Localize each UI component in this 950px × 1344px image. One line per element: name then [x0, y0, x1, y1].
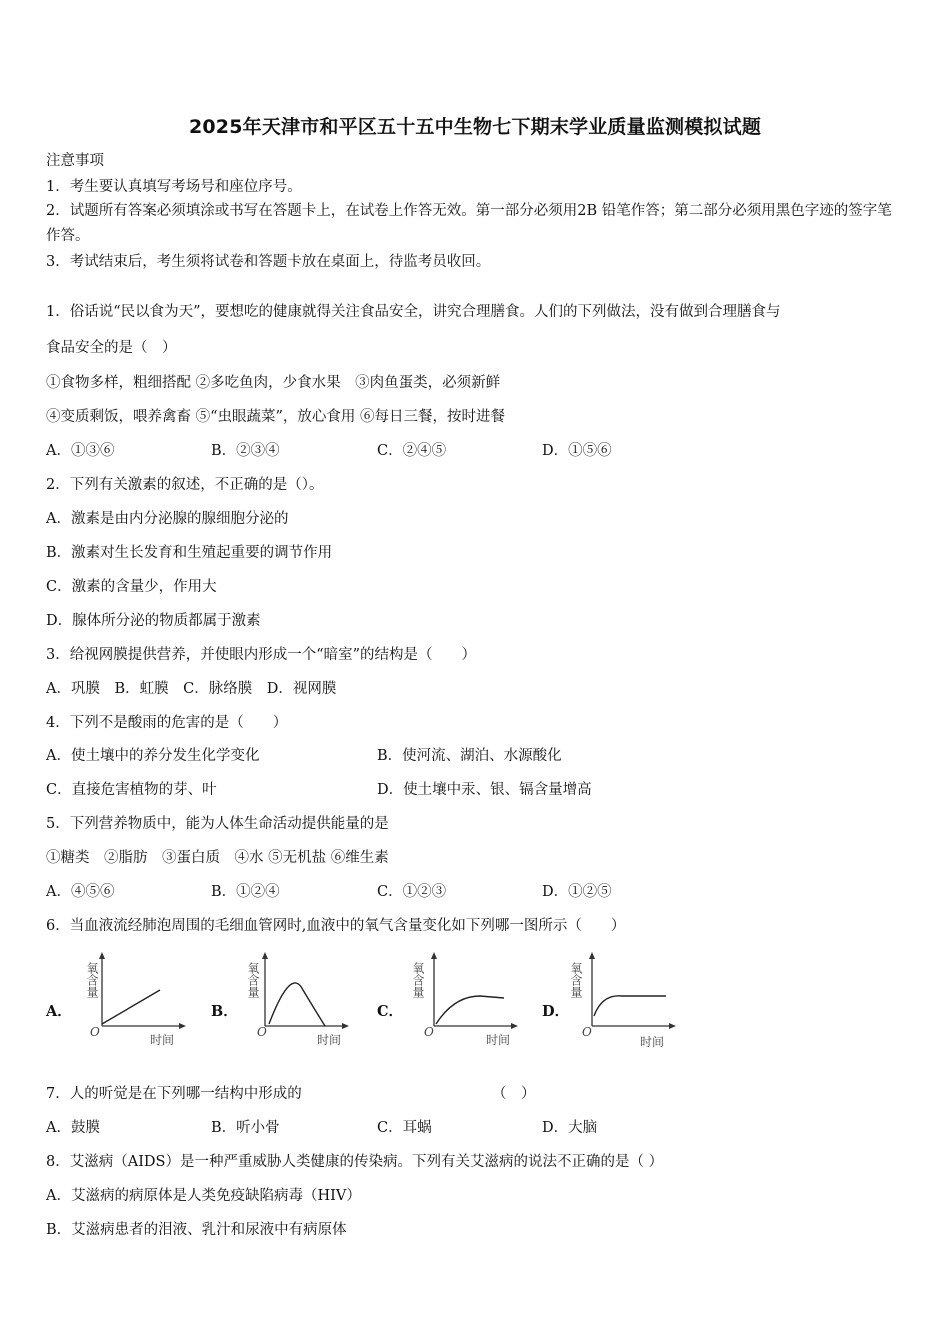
q6-stem: 6．当血液流经肺泡周围的毛细血管网时,血液中的氧气含量变化如下列哪一图所示（ ）: [46, 918, 626, 934]
q1-option-c: C．②④⑤: [377, 443, 447, 459]
q7-option-a: A．鼓膜: [46, 1120, 100, 1136]
page-title: 2025年天津市和平区五十五中生物七下期末学业质量监测模拟试题: [188, 116, 762, 138]
q1-option-d: D．①⑤⑥: [542, 443, 612, 459]
q8-stem: 8．艾滋病（AIDS）是一种严重威胁人类健康的传染病。下列有关艾滋病的说法不正确的是（ ）: [46, 1154, 664, 1170]
q7-stem: 7．人的听觉是在下列哪一结构中形成的: [46, 1086, 302, 1102]
q7-answer-paren: （ ）: [492, 1086, 536, 1102]
q6-graph-d: [569, 950, 682, 1050]
q4-option-c: C．直接危害植物的芽、叶: [46, 782, 217, 798]
x-axis-label: 时间: [317, 1033, 342, 1047]
q2-option-c: C．激素的含量少，作用大: [46, 579, 217, 595]
q4-option-d: D．使土壤中汞、银、镉含量增高: [377, 782, 592, 798]
q6-graph-c: [411, 950, 524, 1050]
origin-label: O: [257, 1025, 267, 1039]
q5-option-d: D．①②⑤: [542, 884, 612, 900]
y-axis-arrow-icon: [589, 952, 595, 959]
y-axis-label: 氧含量: [411, 962, 425, 998]
curve: [436, 996, 504, 1024]
q2-option-b: B．激素对生长发育和生殖起重要的调节作用: [46, 545, 333, 561]
q5-option-c: C．①②③: [377, 884, 447, 900]
y-axis-arrow-icon: [99, 952, 105, 959]
q5-stem: 5．下列营养物质中，能为人体生命活动提供能量的是: [46, 816, 389, 832]
q5-option-b: B．①②④: [211, 884, 280, 900]
q6-option-a-label: A．: [46, 1003, 72, 1020]
x-axis-arrow-icon: [669, 1023, 676, 1029]
q6-option-d-label: D．: [542, 1003, 570, 1020]
y-axis-label: 氧含量: [569, 962, 583, 998]
q1-stem: 1．俗话说“民以食为天”，要想吃的健康就得关注食品安全，讲究合理膳食。人们的下列做法，没有做到合理膳食与: [46, 304, 781, 320]
q6-option-b-label: B．: [211, 1003, 238, 1020]
q8-option-a: A．艾滋病的病原体是人类免疫缺陷病毒（HIV）: [46, 1188, 361, 1204]
q7-option-d: D．大脑: [542, 1120, 598, 1136]
q6-graph-a: [82, 950, 192, 1050]
q8-option-b: B．艾滋病患者的泪液、乳汁和尿液中有病原体: [46, 1222, 347, 1238]
origin-label: O: [582, 1025, 592, 1039]
x-axis-arrow-icon: [342, 1023, 349, 1029]
notice-item: 2．试题所有答案必须填涂或书写在答题卡上，在试卷上作答无效。第一部分必须用2B 铅笔作答；第二部分必须用黑色字迹的签字笔作答。: [46, 203, 892, 244]
q3-options: A．巩膜 B．虹膜 C．脉络膜 D．视网膜: [46, 681, 337, 697]
q4-option-b: B．使河流、湖泊、水源酸化: [377, 748, 562, 764]
y-axis-arrow-icon: [431, 952, 437, 959]
curve: [269, 983, 325, 1026]
curve: [102, 990, 160, 1024]
x-axis-arrow-icon: [511, 1023, 518, 1029]
q7-option-c: C．耳蜗: [377, 1120, 432, 1136]
q1-item-line: ④变质剩饭，喂养禽畜 ⑤“虫眼蔬菜”，放心食用 ⑥每日三餐，按时进餐: [46, 409, 506, 425]
x-axis-label: 时间: [150, 1033, 175, 1047]
x-axis-label: 时间: [486, 1033, 511, 1047]
q1-option-b: B．②③④: [211, 443, 280, 459]
origin-label: O: [90, 1025, 100, 1039]
q1-option-a: A．①③⑥: [46, 443, 115, 459]
q4-stem: 4．下列不是酸雨的危害的是（ ）: [46, 715, 288, 731]
origin-label: O: [424, 1025, 434, 1039]
y-axis-arrow-icon: [262, 952, 268, 959]
q4-option-a: A．使土壤中的养分发生化学变化: [46, 748, 260, 764]
x-axis-label: 时间: [640, 1035, 665, 1049]
q2-option-d: D．腺体所分泌的物质都属于激素: [46, 613, 261, 629]
q5-item-line: ①糖类 ②脂肪 ③蛋白质 ④水 ⑤无机盐 ⑥维生素: [46, 850, 389, 866]
q6-option-c-label: C．: [377, 1003, 404, 1020]
q5-option-a: A．④⑤⑥: [46, 884, 115, 900]
q1-stem-cont: 食品安全的是（ ）: [46, 340, 177, 356]
q2-stem: 2．下列有关激素的叙述，不正确的是（）。: [46, 477, 324, 493]
y-axis-label: 氧含量: [246, 962, 260, 998]
q3-stem: 3．给视网膜提供营养，并使眼内形成一个“暗室”的结构是（ ）: [46, 647, 477, 663]
q7-option-b: B．听小骨: [211, 1120, 280, 1136]
notice-heading: 注意事项: [46, 153, 104, 169]
notice-item: 3．考试结束后，考生须将试卷和答题卡放在桌面上，待监考员收回。: [46, 254, 491, 270]
x-axis-arrow-icon: [179, 1023, 186, 1029]
q1-item-line: ①食物多样，粗细搭配 ②多吃鱼肉，少食水果 ③肉鱼蛋类，必须新鲜: [46, 375, 501, 391]
curve: [594, 996, 666, 1016]
notice-item: 1．考生要认真填写考场号和座位序号。: [46, 179, 302, 195]
q6-graph-b: [245, 950, 355, 1050]
q2-option-a: A．激素是由内分泌腺的腺细胞分泌的: [46, 511, 289, 527]
y-axis-label: 氧含量: [85, 962, 99, 998]
